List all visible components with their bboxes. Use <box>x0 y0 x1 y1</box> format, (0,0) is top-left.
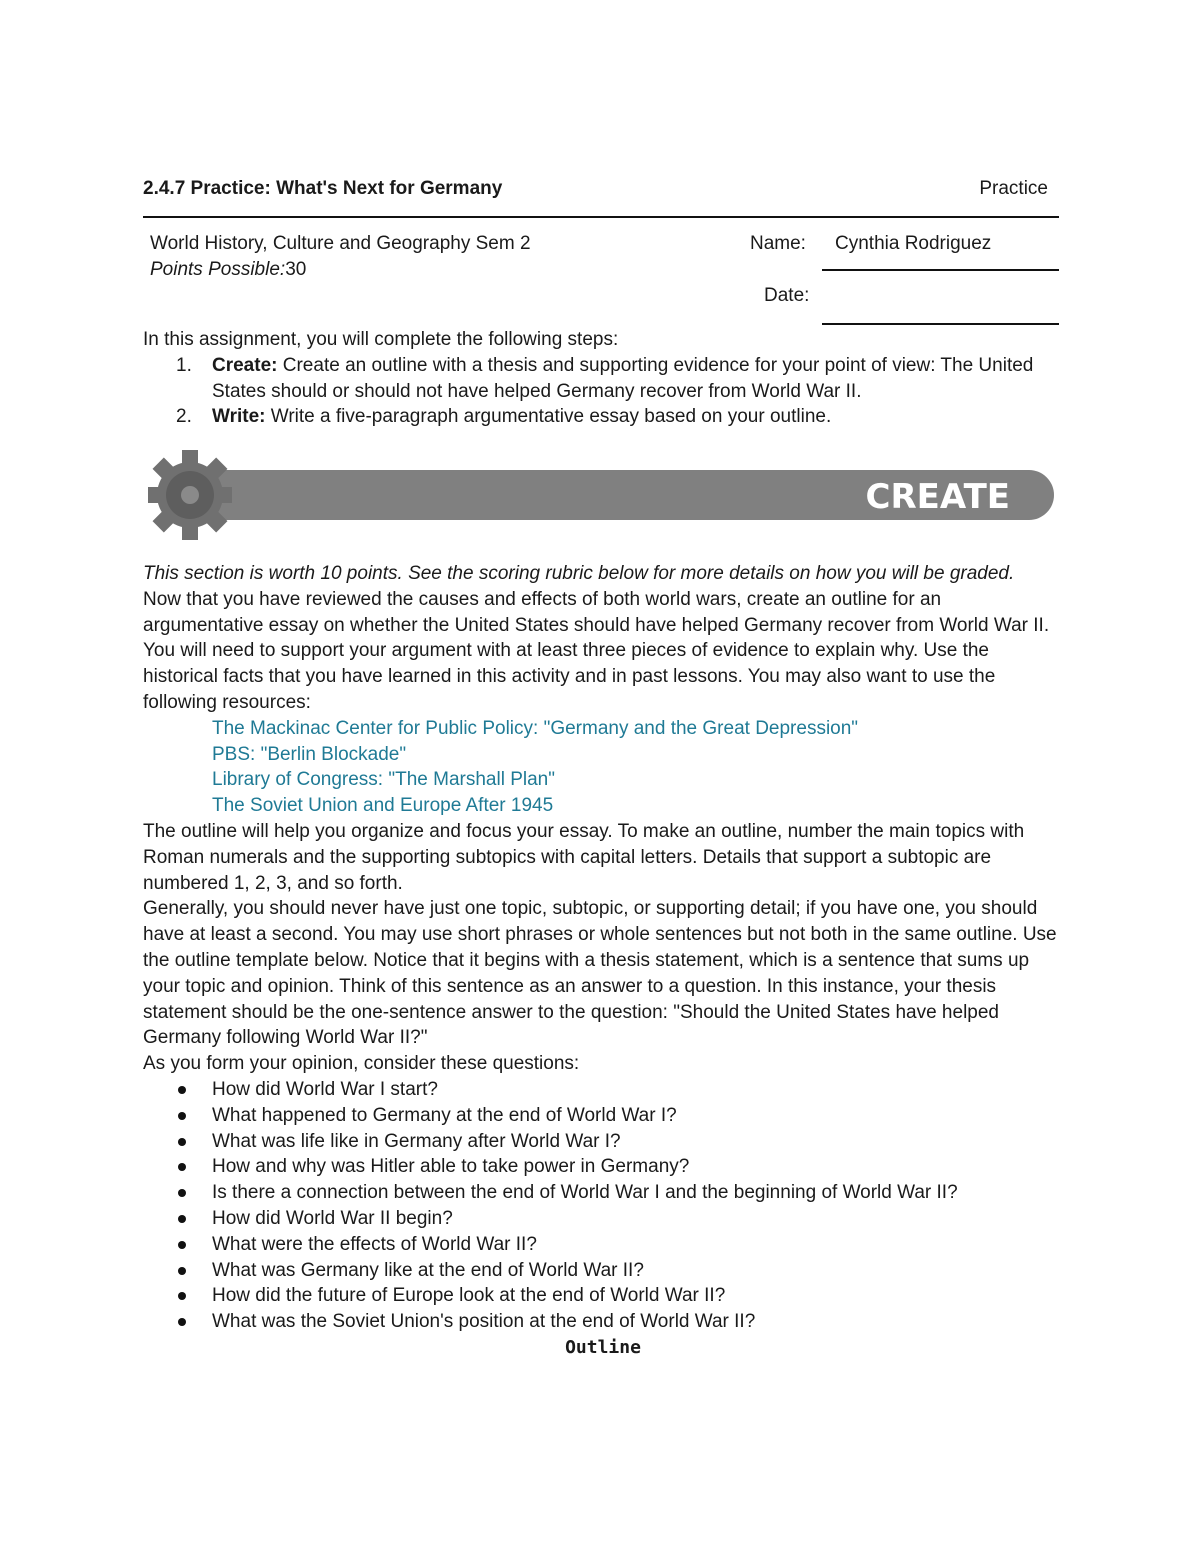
question-item: Is there a connection between the end of World War I and the beginning of World War II? <box>212 1180 1063 1206</box>
name-label: Name: <box>750 233 806 254</box>
question-item: What was life like in Germany after World War I? <box>212 1129 1063 1155</box>
section-note: This section is worth 10 points. See the scoring rubric below for more details on how you will be graded. <box>143 563 1015 584</box>
step-item <box>176 404 1063 430</box>
date-label: Date: <box>764 285 810 306</box>
steps-list <box>143 353 1063 430</box>
question-item: What were the effects of World War II? <box>212 1232 1063 1258</box>
name-underline <box>822 269 1059 271</box>
question-item: What was Germany like at the end of World War II? <box>212 1258 1063 1284</box>
outline-paragraph: The outline will help you organize and focus your essay. To make an outline, number the main topics with Roman numerals and the supporting subtopics with capital letters. Details that support a subtopic are numbered 1, 2, 3, and so forth. <box>143 820 1025 894</box>
question-item: What happened to Germany at the end of World War I? <box>212 1103 1063 1129</box>
thesis-paragraph: Generally, you should never have just one topic, subtopic, or supporting detail; if you have one, you should have at least a second. You may use short phrases or whole sentences but not both in the same outline. Use the outline template below. Notice that it begins with a thesis statement, which is a sentence that sums up your topic and opinion. Think of this sentence as an answer to a question. In this instance, your thesis statement should be the one-sentence answer to the question: "Should the United States have helped Germany following World War II?" <box>143 898 1057 1049</box>
questions-list <box>143 1077 1063 1335</box>
question-item: What was the Soviet Union's position at the end of World War II? <box>212 1309 1063 1335</box>
resource-link[interactable]: The Soviet Union and Europe After 1945 <box>212 795 554 817</box>
intro-section <box>143 327 1063 430</box>
step-item <box>176 353 1063 405</box>
question-item: How did World War I start? <box>212 1077 1063 1103</box>
step-number: 2. <box>176 406 192 428</box>
header-divider <box>143 216 1059 218</box>
name-field[interactable]: Cynthia Rodriguez <box>835 233 992 254</box>
outline-heading: Outline <box>565 1336 641 1358</box>
points-value: 30 <box>285 259 307 280</box>
gear-icon <box>148 450 232 540</box>
question-item: How did World War II begin? <box>212 1206 1063 1232</box>
resources-list <box>143 716 1063 819</box>
course-name: World History, Culture and Geography Sem 2 <box>150 233 531 254</box>
step-label: Write: <box>212 406 266 428</box>
step-text: Create an outline with a thesis and supporting evidence for your point of view: The United States should or should not have helped Germany recover from World War II. <box>212 354 1034 402</box>
points-possible <box>150 259 306 281</box>
question-item: How did the future of Europe look at the end of World War II? <box>212 1283 1063 1309</box>
resource-link[interactable]: Library of Congress: "The Marshall Plan" <box>212 769 555 791</box>
assignment-type: Practice <box>979 178 1048 199</box>
date-field[interactable] <box>822 323 1059 325</box>
create-section <box>143 561 1063 1361</box>
question-item: How and why was Hitler able to take power in Germany? <box>212 1154 1063 1180</box>
resource-link[interactable]: The Mackinac Center for Public Policy: "Germany and the Great Depression" <box>212 717 859 739</box>
create-banner <box>148 450 1058 550</box>
assignment-title: 2.4.7 Practice: What's Next for Germany <box>143 178 503 199</box>
instructions-paragraph: Now that you have reviewed the causes and effects of both world wars, create an outline for an argumentative essay on whether the United States should have helped Germany recover from World War II. You will need to support your argument with at least three pieces of evidence to explain why. Use the historical facts that you have learned in this activity and in past lessons. You may also want to use the following resources: <box>143 588 1050 713</box>
step-label: Create: <box>212 354 278 376</box>
points-label: Points Possible: <box>150 259 286 280</box>
resource-link[interactable]: PBS: "Berlin Blockade" <box>212 743 407 765</box>
step-text: Write a five-paragraph argumentative essay based on your outline. <box>265 406 832 428</box>
banner-label: CREATE <box>865 477 1010 517</box>
intro-lead: In this assignment, you will complete the following steps: <box>143 329 619 350</box>
step-number: 1. <box>176 354 192 376</box>
questions-lead: As you form your opinion, consider these questions: <box>143 1053 580 1075</box>
